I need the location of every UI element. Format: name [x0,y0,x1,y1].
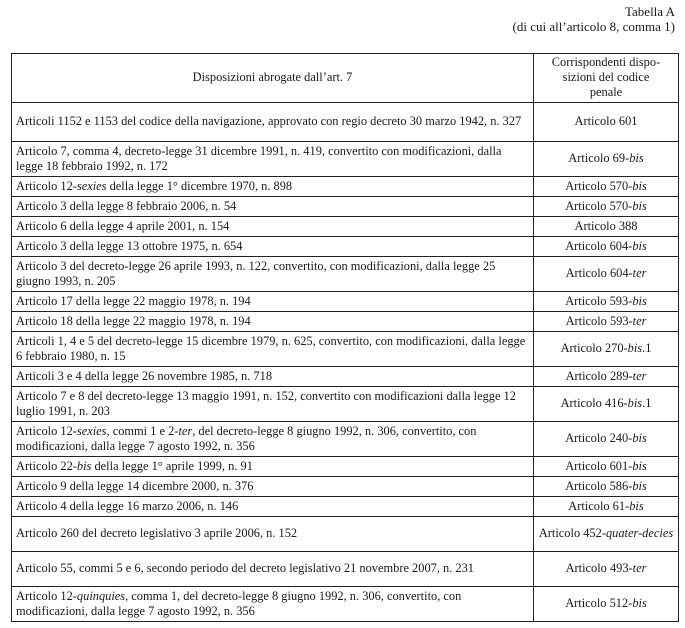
table-row [12,177,679,197]
abrogated-provision-cell [12,177,534,197]
table-row [12,367,679,387]
penal-code-cell [534,367,679,387]
table-row [12,552,679,587]
penal-code-cell [534,587,679,622]
penal-code-cell [534,422,679,457]
text-segment: Articolo 604- [565,266,633,280]
table-row [12,422,679,457]
italic-text: bis [76,458,92,473]
table-row [12,257,679,292]
italic-text: quinquies [76,588,126,603]
header-abrogated-provisions: Disposizioni abrogate dall’art. 7 [12,54,534,103]
italic-text: sexies [76,423,107,438]
text-segment: Articolo 452- [538,526,606,540]
abrogated-provision-cell: Articolo 9 della legge 14 dicembre 2000, n. 376 [12,477,534,497]
table-row [12,197,679,217]
text-segment: Articolo 61- [568,498,630,513]
abrogated-provision-cell: Articolo 3 della legge 13 ottobre 1975, n. 654 [12,237,534,257]
text-segment: Articolo 570- [565,198,633,213]
text-segment: Articolo 388 [574,218,638,233]
table-row [12,497,679,517]
penal-code-cell [534,177,679,197]
header-penal-code-provisions [534,54,679,103]
header-line: sizioni del codice [562,70,650,84]
table-row [12,387,679,422]
penal-code-cell [534,477,679,497]
text-segment: Articolo 416- [560,396,628,410]
table-caption [513,4,675,34]
text-segment: Articolo 570- [565,178,633,193]
abrogated-provision-cell: Articoli 1152 e 1153 del codice della navigazione, approvato con regio decreto 30 marzo 1942, n. 327 [12,103,534,142]
abrogated-provision-cell: Articolo 17 della legge 22 maggio 1978, n. 194 [12,292,534,312]
text-segment: Articolo 593- [565,313,633,328]
penal-code-cell [534,237,679,257]
italic-text: ter [632,313,647,328]
penal-code-cell [534,517,679,552]
table-row [12,477,679,497]
abrogated-provision-cell: Articolo 18 della legge 22 maggio 1978, n. 194 [12,312,534,332]
italic-text: bis [632,458,647,473]
penal-code-cell [534,217,679,237]
abrogated-provision-cell: Articolo 260 del decreto legislativo 3 aprile 2006, n. 152 [12,517,534,552]
text-segment: Articolo 593- [565,293,633,308]
italic-text: bis [632,238,647,253]
text-segment: Articolo 512- [565,596,633,610]
text-segment: Articolo 22- [16,458,77,473]
table-row [12,237,679,257]
italic-text: bis [632,431,647,445]
table-body [12,103,679,622]
table-row [12,217,679,237]
abrogations-table [11,53,679,622]
italic-text: bis [629,498,644,513]
abrogated-provision-cell [12,457,534,477]
header-line: Corrispondenti dispo- [551,55,661,69]
penal-code-cell [534,387,679,422]
italic-text: bis [632,178,647,193]
italic-text: bis [627,341,643,355]
text-segment: , commi 1 e 2- [106,423,179,438]
text-segment: Articolo 586- [565,478,633,493]
text-segment: Articolo 289- [565,368,633,383]
table-title: Tabella A [625,4,675,19]
italic-text: ter [632,368,647,383]
table-row [12,312,679,332]
text-segment: Articolo 604- [565,238,633,253]
text-segment: , del decreto-legge 8 giugno 1992, n. 306, convertito, con modificazioni, dalla legge 7 agosto 1992, n. 356 [16,423,477,453]
italic-text: bis [627,396,643,410]
text-segment: .1 [642,341,652,355]
penal-code-cell [534,332,679,367]
abrogated-provision-cell: Articolo 7, comma 4, decreto-legge 31 dicembre 1991, n. 419, convertito con modificazioni, dalla legge 18 febbraio 1992, n. 172 [12,142,534,177]
penal-code-cell [534,312,679,332]
italic-text: sexies [76,178,107,193]
text-segment: Articolo 12- [16,423,77,438]
italic-text: ter [632,561,647,575]
table-subtitle: (di cui all’articolo 8, comma 1) [512,19,675,34]
table-row [12,587,679,622]
table-row [12,292,679,312]
italic-text: bis [632,198,647,213]
abrogated-provision-cell [12,587,534,622]
italic-text: bis [629,151,644,165]
header-line: penale [589,85,623,99]
text-segment: .1 [642,396,652,410]
table-row [12,142,679,177]
text-segment: Articolo 601 [574,114,638,128]
text-segment: , comma 1, del decreto-legge 8 giugno 1992, n. 306, convertito, con modificazioni, dalla legge 7 agosto 1992, n. 356 [16,588,462,618]
italic-text: ter [632,266,647,280]
abrogated-provision-cell: Articoli 3 e 4 della legge 26 novembre 1985, n. 718 [12,367,534,387]
abrogated-provision-cell: Articoli 1, 4 e 5 del decreto-legge 15 dicembre 1979, n. 625, convertito, con modificazioni, dalla legge 6 febbraio 1980, n. 15 [12,332,534,367]
abrogated-provision-cell: Articolo 55, commi 5 e 6, secondo periodo del decreto legislativo 21 novembre 2007, n. 231 [12,552,534,587]
text-segment: della legge 1° dicembre 1970, n. 898 [106,178,293,193]
italic-text: bis [632,596,647,610]
abrogated-provision-cell: Articolo 3 del decreto-legge 26 aprile 1993, n. 122, convertito, con modificazioni, dalla legge 25 giugno 1993, n. 205 [12,257,534,292]
text-segment: della legge 1° aprile 1999, n. 91 [91,458,253,473]
penal-code-cell [534,552,679,587]
text-segment: Articolo 270- [560,341,628,355]
text-segment: Articolo 12- [16,178,77,193]
text-segment: Articolo 69- [568,151,630,165]
table-row [12,103,679,142]
italic-text: bis [632,478,647,493]
table-row [12,332,679,367]
penal-code-cell [534,497,679,517]
abrogated-provision-cell [12,422,534,457]
table-row [12,457,679,477]
text-segment: Articolo 493- [565,561,633,575]
text-segment: Articolo 12- [16,588,77,603]
penal-code-cell [534,457,679,477]
penal-code-cell [534,257,679,292]
italic-text: quater-decies [605,526,674,540]
abrogated-provision-cell: Articolo 4 della legge 16 marzo 2006, n. 146 [12,497,534,517]
abrogated-provision-cell: Articolo 6 della legge 4 aprile 2001, n. 154 [12,217,534,237]
italic-text: ter [178,423,193,438]
abrogated-provision-cell: Articolo 3 della legge 8 febbraio 2006, n. 54 [12,197,534,217]
table-header-row [12,54,679,103]
penal-code-cell [534,103,679,142]
text-segment: Articolo 240- [565,431,633,445]
penal-code-cell [534,197,679,217]
penal-code-cell [534,142,679,177]
italic-text: bis [632,293,647,308]
table-row [12,517,679,552]
penal-code-cell [534,292,679,312]
text-segment: Articolo 601- [565,458,633,473]
abrogated-provision-cell: Articolo 7 e 8 del decreto-legge 13 maggio 1991, n. 152, convertito con modificazioni dalla legge 12 luglio 1991, n. 203 [12,387,534,422]
